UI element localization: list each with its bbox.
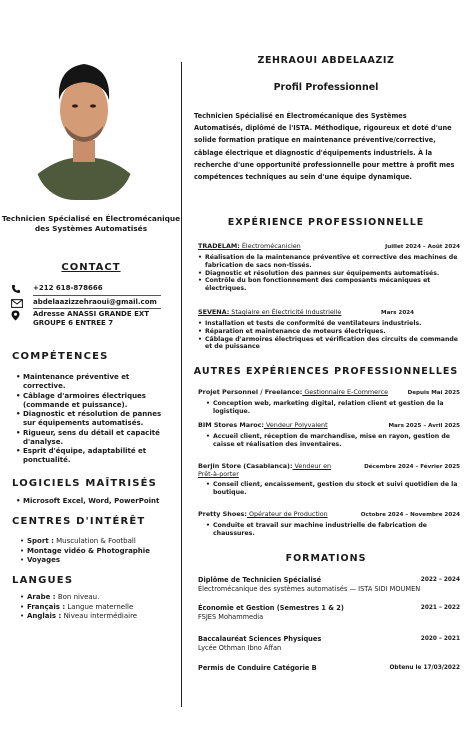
formation-date: 2020 – 2021	[420, 636, 460, 642]
formations-heading: FORMATIONS	[285, 553, 367, 564]
job-date: Mars 2024	[381, 310, 414, 316]
langues-list	[20, 593, 178, 622]
company-name: BIM Stores Maroc:	[198, 421, 264, 429]
job-date: Depuis Mai 2025	[407, 390, 460, 396]
contact-email[interactable]	[11, 298, 173, 308]
list-item: • Conception web, marketing digital, relation client et gestion de la logistique.	[198, 400, 460, 416]
list-item: • Montage vidéo & Photographie	[20, 547, 178, 556]
list-item: • Microsoft Excel, Word, PowerPoint	[16, 497, 174, 506]
job-role: Vendeur en Prêt-à-porter	[198, 462, 332, 478]
job-date: Mars 2025 – Avril 2025	[388, 423, 460, 429]
list-item: • Voyages	[20, 556, 178, 565]
interets-list	[20, 537, 178, 566]
job-role: Vendeur Polyvalent	[263, 421, 328, 429]
company-name: SEVENA:	[198, 308, 230, 316]
other-experience-heading: AUTRES EXPÉRIENCES PROFESSIONNELLES	[193, 366, 459, 377]
contact-address	[11, 310, 173, 328]
other-experience-item	[198, 421, 460, 449]
list-item: • Sport : Musculation & Football	[20, 537, 178, 546]
company-name: Pretty Shoes:	[198, 510, 247, 518]
list-item: • Accueil client, réception de marchandise, mise en rayon, gestion de caisse et réalisation des inventaires.	[198, 433, 460, 449]
contact-phone[interactable]	[11, 284, 173, 294]
other-experience-item	[198, 510, 460, 538]
list-item: • Maintenance préventive et corrective.	[16, 373, 174, 391]
job-title: Technicien Spécialisé en Électromécanique des Systèmes Automatisés	[1, 214, 181, 233]
formation-item	[198, 604, 460, 622]
list-item: • Diagnostic et résolution des pannes sur équipements automatisés.	[198, 270, 460, 278]
column-divider	[181, 62, 182, 707]
experience-heading: EXPÉRIENCE PROFESSIONNELLE	[227, 217, 425, 228]
other-experience-item	[198, 388, 460, 416]
list-item: • Câblage d'armoires électriques et vérification des circuits de commande et de puissance	[198, 336, 460, 352]
formation-item	[198, 576, 460, 594]
left-column	[0, 0, 182, 750]
company-name: Projet Personnel / Freelance:	[198, 388, 303, 396]
job-role: Gestionnaire E-Commerce	[302, 388, 389, 396]
mail-icon	[11, 298, 25, 308]
formation-date: 2022 – 2024	[420, 577, 460, 583]
list-item: • Réparation et maintenance de moteurs électriques.	[198, 328, 460, 336]
logiciels-heading: LOGICIELS MAÎTRISÉS	[12, 478, 158, 489]
langues-heading: LANGUES	[12, 575, 74, 586]
formation-title: Diplôme de Technicien Spécialisé	[198, 576, 322, 584]
formation-date: 2021 – 2022	[420, 605, 460, 611]
formation-item	[198, 635, 460, 653]
candidate-name: ZEHRAOUI ABDELAAZIZ	[257, 55, 395, 66]
formation-school: Électromécanique des systèmes automatisés — ISTA SIDI MOUMEN	[198, 585, 421, 593]
company-name: Berjin Store (Casablanca):	[198, 462, 293, 470]
list-item: • Installation et tests de conformité de ventilateurs industriels.	[198, 320, 460, 328]
profile-photo	[35, 48, 133, 200]
contact-divider	[33, 295, 161, 296]
logiciels-list	[16, 497, 174, 507]
job-date: Juillet 2024 – Août 2024	[385, 244, 460, 250]
formation-title: Permis de Conduire Catégorie B	[198, 664, 317, 672]
job-role: Opérateur de Production	[246, 510, 328, 518]
list-item: • Réalisation de la maintenance préventive et corrective des machines de fabrication de sacs non-tissés.	[198, 254, 460, 270]
competences-heading: COMPÉTENCES	[12, 351, 109, 362]
formation-school: Lycée Othman Ibno Affan	[198, 644, 282, 652]
list-item: • Conduite et travail sur machine industrielle de fabrication de chaussures.	[198, 522, 460, 538]
other-experience-item	[198, 462, 460, 497]
list-item: • Anglais : Niveau intermédiaire	[20, 612, 178, 621]
profile-heading: Profil Professionnel	[273, 82, 379, 93]
contact-divider	[33, 308, 161, 309]
job-role: Électromécanicien	[239, 242, 301, 250]
profile-text: Technicien Spécialisé en Électromécanique des Systèmes Automatisés, diplômé de l'ISTA. Méthodique, rigoureux et doté d'une solide formation pratique en maintenance préventive/corrective, câblage électrique et diagnostic d'équipements industriels. À la recherche d'une opportunité professionnelle pour mettre à profit mes compétences techniques au sein d'une équipe dynamique.	[194, 112, 455, 182]
formation-title: Économie et Gestion (Semestres 1 & 2)	[198, 604, 344, 612]
interets-heading: CENTRES D'INTÉRÊT	[12, 516, 146, 527]
list-item: • Arabe : Bon niveau.	[20, 593, 178, 602]
phone-icon	[11, 284, 25, 294]
experience-item	[198, 308, 460, 351]
experience-item	[198, 242, 460, 293]
formation-item	[198, 664, 460, 673]
list-item: • Rigueur, sens du détail et capacité d'analyse.	[16, 429, 174, 447]
location-pin-icon	[11, 310, 25, 320]
job-role: Stagiaire en Électricité Industrielle	[229, 308, 342, 316]
email-text: abdelaazizzehraoui@gmail.com	[33, 298, 157, 306]
phone-text: +212 618-878666	[33, 284, 103, 292]
right-column	[190, 0, 462, 750]
company-name: TRADELAM:	[198, 242, 240, 250]
job-date: Décembre 2024 – Février 2025	[364, 464, 460, 470]
list-item: • Câblage d'armoires électriques (commande et puissance).	[16, 392, 174, 410]
list-item: • Diagnostic et résolution de pannes sur équipements automatisés.	[16, 410, 174, 428]
contact-heading: CONTACT	[61, 262, 121, 273]
list-item: • Conseil client, encaissement, gestion du stock et suivi quotidien de la boutique.	[198, 481, 460, 497]
list-item: • Esprit d'équipe, adaptabilité et ponctualité.	[16, 447, 174, 465]
job-date: Octobre 2024 – Novembre 2024	[360, 512, 460, 518]
formation-title: Baccalauréat Sciences Physiques	[198, 635, 322, 643]
list-item: • Contrôle du bon fonctionnement des composants mécaniques et électriques.	[198, 277, 460, 293]
formation-school: FSJES Mohammedia	[198, 613, 264, 621]
formation-date: Obtenu le 17/03/2022	[389, 665, 460, 671]
competences-list	[16, 373, 174, 466]
list-item: • Français : Langue maternelle	[20, 603, 178, 612]
address-text: Adresse ANASSI GRANDE EXT GROUPE 6 ENTREE 7	[33, 310, 150, 327]
